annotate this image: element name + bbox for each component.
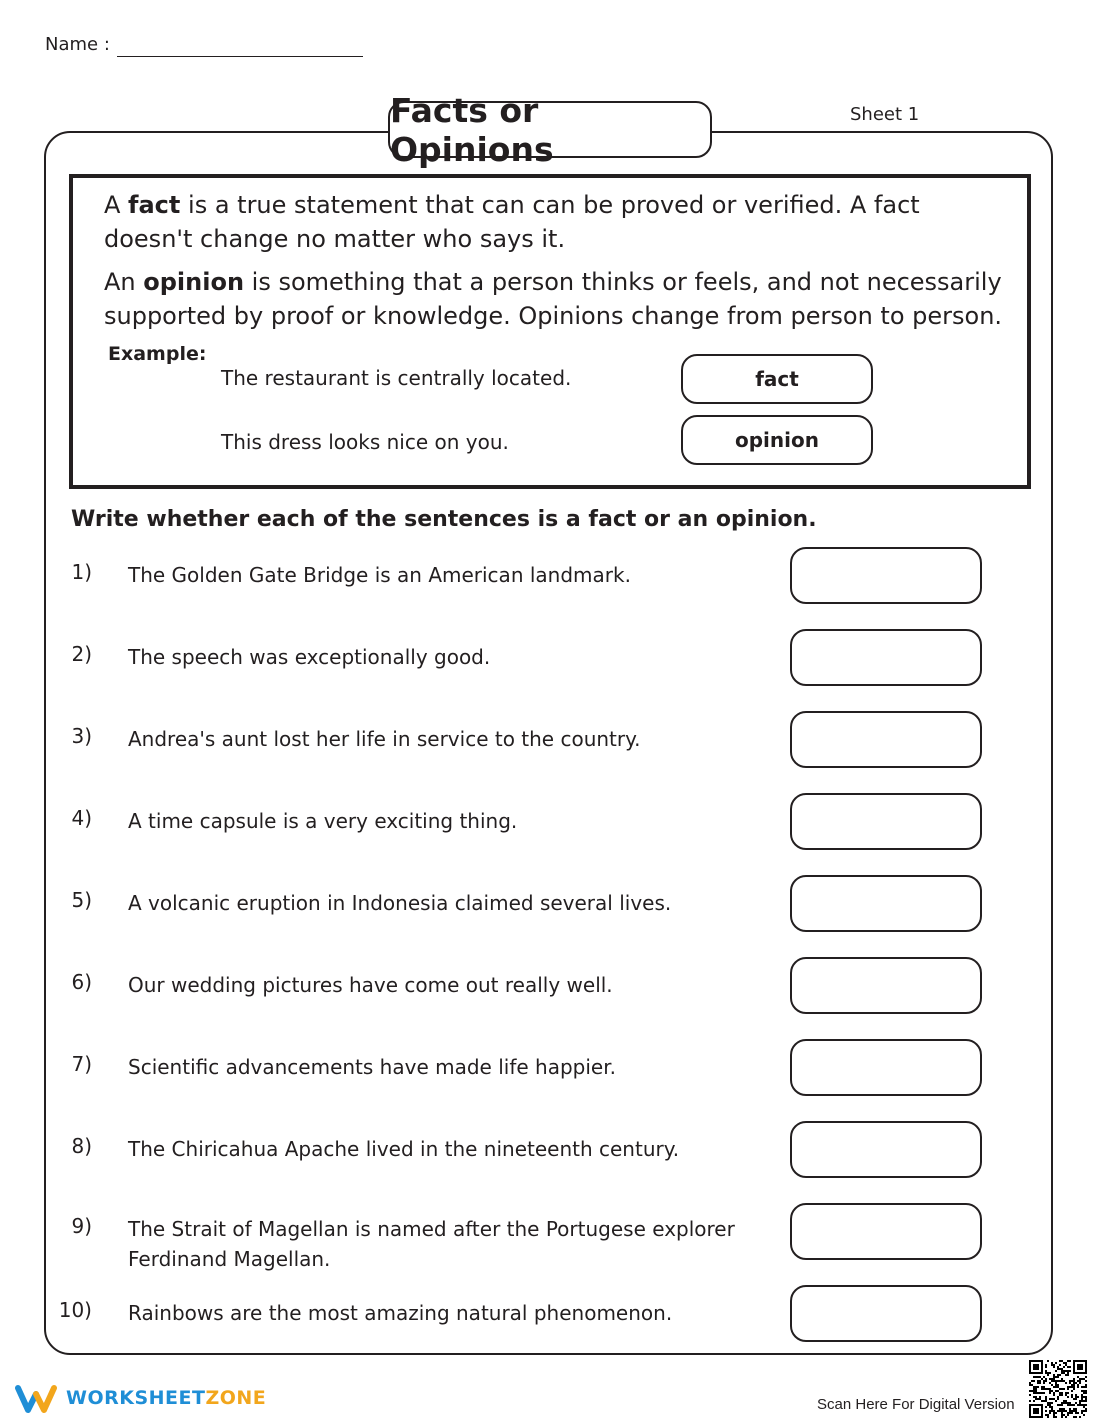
question-text: The Golden Gate Bridge is an American landmark. — [128, 563, 631, 587]
question-text: Scientific advancements have made life happier. — [128, 1055, 616, 1079]
name-label: Name : — [45, 34, 110, 55]
question-text: Andrea's aunt lost her life in service to the country. — [128, 727, 641, 751]
question-text: The speech was exceptionally good. — [128, 645, 491, 669]
example-answer-fact: fact — [681, 354, 873, 404]
answer-box[interactable] — [790, 957, 982, 1014]
question-number: 10) — [58, 1298, 92, 1322]
opinion-definition: An opinion is something that a person thinks or feels, and not necessarily supported by proof or knowledge. Opinions change from person to person. — [104, 268, 1003, 330]
brand-logo — [14, 1382, 266, 1414]
question-number: 2) — [71, 642, 92, 666]
brand-name-part2: ZONE — [205, 1387, 267, 1409]
worksheetzone-logo-icon — [14, 1382, 58, 1414]
scan-text: Scan Here For Digital Version — [817, 1396, 1015, 1413]
answer-box[interactable] — [790, 711, 982, 768]
instruction: Write whether each of the sentences is a fact or an opinion. — [71, 507, 817, 532]
question-number: 3) — [71, 724, 92, 748]
page-title: Facts or Opinions — [388, 101, 712, 158]
qr-code-icon[interactable] — [1029, 1360, 1087, 1418]
question-text: Our wedding pictures have come out really well. — [128, 973, 613, 997]
question-number: 6) — [71, 970, 92, 994]
question-number: 1) — [71, 560, 92, 584]
question-text: A volcanic eruption in Indonesia claimed several lives. — [128, 891, 672, 915]
question-number: 4) — [71, 806, 92, 830]
question-number: 8) — [71, 1134, 92, 1158]
answer-box[interactable] — [790, 793, 982, 850]
answer-box[interactable] — [790, 1121, 982, 1178]
question-text: Rainbows are the most amazing natural phenomenon. — [128, 1301, 673, 1325]
example-sentence: The restaurant is centrally located. — [221, 366, 572, 390]
fact-definition: A fact is a true statement that can can be proved or verified. A fact doesn't change no matter who says it. — [104, 191, 920, 253]
answer-box[interactable] — [790, 1039, 982, 1096]
answer-box[interactable] — [790, 875, 982, 932]
question-number: 7) — [71, 1052, 92, 1076]
sheet-number: Sheet 1 — [850, 104, 920, 125]
question-text: The Chiricahua Apache lived in the nineteenth century. — [128, 1137, 680, 1161]
answer-box[interactable] — [790, 1203, 982, 1260]
answer-box[interactable] — [790, 629, 982, 686]
answer-box[interactable] — [790, 547, 982, 604]
question-text: A time capsule is a very exciting thing. — [128, 809, 518, 833]
question-text: The Strait of Magellan is named after the Portugese explorer Ferdinand Magellan. — [128, 1217, 735, 1271]
question-number: 5) — [71, 888, 92, 912]
example-sentence: This dress looks nice on you. — [221, 430, 509, 454]
example-label: Example: — [108, 343, 207, 365]
name-line — [117, 56, 363, 57]
question-number: 9) — [71, 1214, 92, 1238]
brand-name-part1: WORKSHEET — [66, 1387, 206, 1409]
answer-box[interactable] — [790, 1285, 982, 1342]
example-answer-opinion: opinion — [681, 415, 873, 465]
